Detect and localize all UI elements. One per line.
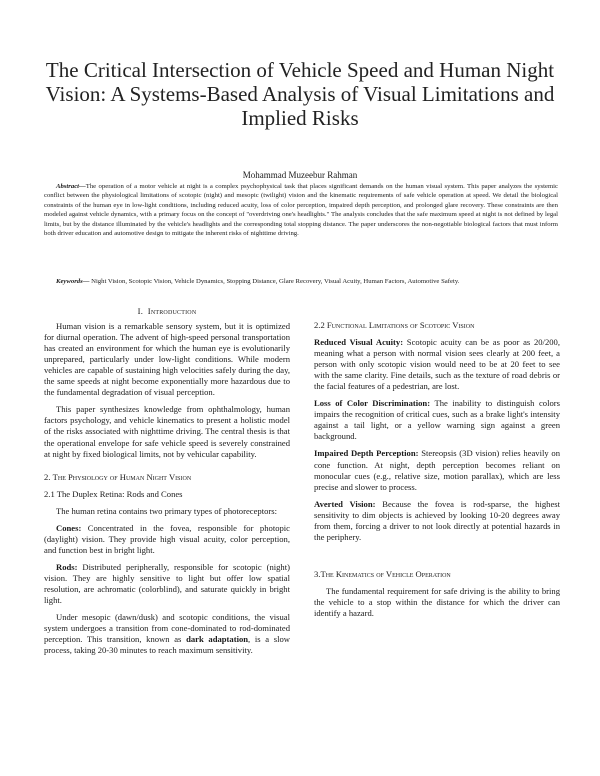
rods-paragraph: Rods: Distributed peripherally, responsible for scotopic (night) vision. They are highly sensitive to light but offer low spatial resolution, are achromatic (colorblind), and saturate quickly in bright light. <box>44 561 290 606</box>
author-name: Mohammad Muzeebur Rahman <box>242 170 358 180</box>
right-column <box>314 306 560 625</box>
paper-title: The Critical Intersection of Vehicle Speed and Human Night Vision: A Systems-Based Analysis of Visual Limitations and Implied Risks <box>45 58 555 130</box>
color-discrimination-paragraph: Loss of Color Discrimination: The inability to distinguish colors impairs the recognition of critical cues, such as a brake light's intensity against a tail light, or a yellow warning sign against a green background. <box>314 398 560 442</box>
kinematics-paragraph: The fundamental requirement for safe driving is the ability to bring the vehicle to a stop within the distance for which the driver can identify a hazard. <box>314 585 560 618</box>
cones-paragraph: Cones: Concentrated in the fovea, responsible for photopic (daylight) vision. They provide high visual acuity, color perception, and function best in bright light. <box>44 522 290 555</box>
keywords-label: Keywords— <box>56 278 90 285</box>
section-heading-introduction: I. Introduction <box>137 306 197 316</box>
dark-adaptation-paragraph: Under mesopic (dawn/dusk) and scotopic conditions, the visual system undergoes a transition from cone-dominated to rod-dominated perception. This transition, known as dark adaptation, is a slow process, taking 20-30 minutes to reach maximum sensitivity. <box>44 612 290 656</box>
abstract <box>44 182 558 238</box>
subsection-heading-duplex-retina: 2.1 The Duplex Retina: Rods and Cones <box>44 488 183 499</box>
photoreceptors-intro: The human retina contains two primary types of photoreceptors: <box>56 505 277 516</box>
subsection-heading-scotopic-limitations: 2.2 Functional Limitations of Scotopic Vision <box>314 320 475 330</box>
section-heading-physiology: 2. The Physiology of Human Night Vision <box>44 471 192 482</box>
averted-vision-paragraph: Averted Vision: Because the fovea is rod-sparse, the highest sensitivity to dim objects is achieved by looking 10-20 degrees away from them, forcing a driver to not look directly at potential hazards in the periphery. <box>314 498 560 542</box>
keywords <box>44 277 558 286</box>
left-column <box>44 306 290 662</box>
intro-paragraph-2: This paper synthesizes knowledge from ophthalmology, human factors psychology, and vehicle kinematics to present a holistic model of the risks associated with nighttime driving. The central thesis is that the operational envelope for safe vehicle speed is severely constrained at night by fixed biological limits, not by vehicular capability. <box>44 404 290 459</box>
visual-acuity-paragraph: Reduced Visual Acuity: Scotopic acuity can be as poor as 20/200, meaning what a person with normal vision sees clearly at 200 feet, a person with only scotopic vision would need to be at 20 feet to see with the same clarity. Fine details, such as the texture of road debris or the facial features of a pedestrian, are lost. <box>314 337 560 392</box>
intro-paragraph-1: Human vision is a remarkable sensory system, but it is optimized for diurnal operation. The advent of high-speed personal transportation has created an environment for which the human eye is evolutionarily unprepared, particularly under low-light conditions. While modern vehicles are capable of sustaining high velocities safely during the day, the same speeds at night become exponentially more hazardous due to the fundamental degradation of visual perception. <box>44 321 290 398</box>
section-heading-kinematics: 3.The Kinematics of Vehicle Operation <box>314 568 451 579</box>
abstract-text: The operation of a motor vehicle at night is a complex psychophysical task that places significant demands on the human visual system. This paper analyzes the systemic conflict between the physiological limitations of scotopic (night) and mesopic (twilight) vision and the kinematic requirements of safe vehicle operation at speed. We detail the biological constraints of the human eye in low-light conditions, including reduced acuity, loss of color perception, impaired depth perception, and prolonged glare recovery. These constraints are then modeled against vehicle dynamics, with a primary focus on the concept of "overdriving one's headlights." The analysis concludes that the safe maximum speed at night is not defined by legal limits, but by the distance illuminated by the vehicle's headlights and the corresponding total stopping distance. The paper underscores the non-negotiable biological factors that must inform both driver education and automotive design to mitigate the inherent risks of nighttime driving. <box>44 183 558 238</box>
abstract-label: Abstract— <box>56 183 86 190</box>
keywords-text: Night Vision, Scotopic Vision, Vehicle Dynamics, Stopping Distance, Glare Recovery, Visual Acuity, Human Factors, Automotive Safety. <box>91 278 460 285</box>
depth-perception-paragraph: Impaired Depth Perception: Stereopsis (3D vision) relies heavily on cone function. At night, depth perception becomes reliant on monocular cues (e.g., relative size, motion parallax), which are less precise and slower to process. <box>314 448 560 492</box>
